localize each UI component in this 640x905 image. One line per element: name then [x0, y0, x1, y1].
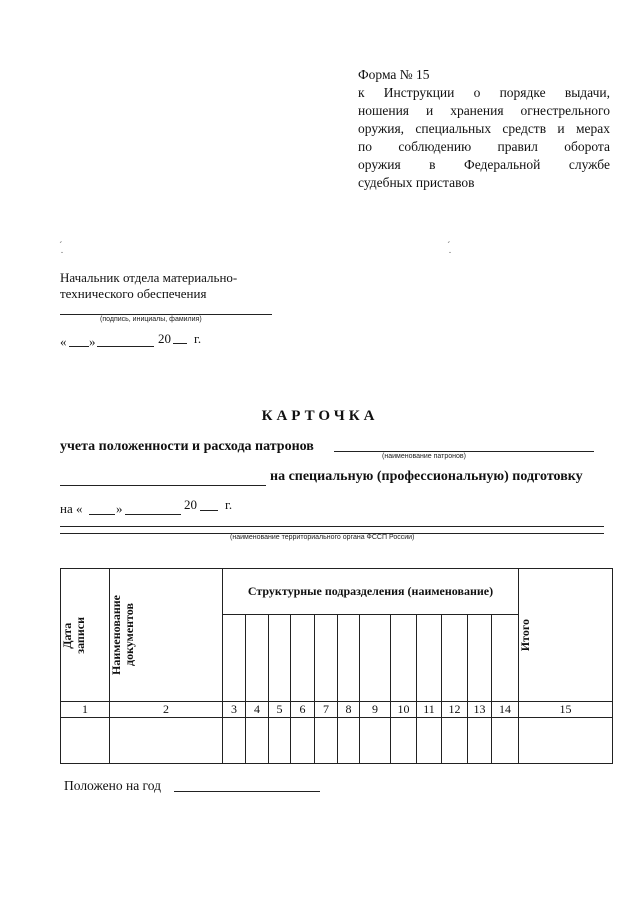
period-day-field[interactable] [89, 514, 115, 515]
data-cell[interactable] [110, 718, 223, 764]
subtitle-line-1: учета положенности и расхода патронов [60, 439, 314, 454]
allowed-per-year-field[interactable] [174, 791, 320, 792]
data-cell[interactable] [269, 718, 291, 764]
approval-date-close: » [89, 334, 96, 349]
unit-cell[interactable] [269, 615, 291, 702]
approval-title-line-2: технического обеспечения [60, 286, 207, 301]
data-cell[interactable] [442, 718, 468, 764]
unit-cell[interactable] [360, 615, 391, 702]
period-year-field[interactable] [200, 510, 218, 511]
period-month-field[interactable] [125, 514, 181, 515]
unit-cell[interactable] [468, 615, 492, 702]
data-cell[interactable] [417, 718, 442, 764]
col-number: 7 [315, 702, 338, 718]
data-cell[interactable] [223, 718, 246, 764]
form-reference-line-5: оружия в Федеральной службе [358, 157, 610, 172]
col-number: 5 [269, 702, 291, 718]
col-number: 4 [246, 702, 269, 718]
form-reference-line-4: по соблюдению правил оборота [358, 139, 610, 154]
data-cell[interactable] [391, 718, 417, 764]
org-name-field-1[interactable] [60, 526, 604, 527]
ammo-name-field[interactable] [334, 451, 594, 452]
col-number: 8 [338, 702, 360, 718]
table-row [61, 718, 613, 764]
col-number: 6 [291, 702, 315, 718]
period-prefix: на « [60, 501, 83, 516]
header-total: Итого [519, 569, 613, 702]
ammo-table [60, 568, 613, 764]
approval-year-field[interactable] [173, 343, 187, 344]
header-documents: Наименование документов [110, 569, 223, 702]
signature-caption: (подпись, инициалы, фамилия) [100, 316, 202, 323]
unit-cell[interactable] [492, 615, 519, 702]
col-number: 1 [61, 702, 110, 718]
unit-cell[interactable] [291, 615, 315, 702]
signature-line[interactable] [60, 314, 272, 315]
data-cell[interactable] [468, 718, 492, 764]
allowed-per-year-label: Положено на год [64, 778, 161, 793]
data-cell[interactable] [61, 718, 110, 764]
form-reference-line-1: к Инструкции о порядке выдачи, [358, 85, 610, 100]
form-reference [358, 66, 610, 192]
subtitle-line-2: на специальную (профессиональную) подготовку [270, 469, 583, 484]
unit-cell[interactable] [246, 615, 269, 702]
data-cell[interactable] [291, 718, 315, 764]
ammo-name-caption: (наименование патронов) [382, 453, 466, 460]
unit-cell[interactable] [442, 615, 468, 702]
col-number: 12 [442, 702, 468, 718]
data-cell[interactable] [519, 718, 613, 764]
approval-title-line-1: Начальник отдела материально- [60, 270, 238, 285]
org-name-caption: (наименование территориального органа ФССП России) [230, 534, 415, 541]
col-number: 9 [360, 702, 391, 718]
ammo-extra-field[interactable] [60, 485, 266, 486]
col-number: 2 [110, 702, 223, 718]
form-reference-line-6: судебных приставов [358, 175, 475, 190]
unit-cell[interactable] [338, 615, 360, 702]
unit-cell[interactable] [417, 615, 442, 702]
data-cell[interactable] [492, 718, 519, 764]
approval-day-field[interactable] [69, 346, 89, 347]
approval-month-field[interactable] [97, 346, 154, 347]
header-structural-units: Структурные подразделения (наименование) [223, 569, 519, 615]
approval-year-suffix: г. [194, 331, 202, 346]
col-number: 13 [468, 702, 492, 718]
col-number: 3 [223, 702, 246, 718]
header-date: Дата записи [61, 569, 110, 702]
form-reference-line-3: оружия, специальных средств и мерах [358, 121, 610, 136]
document-title: КАРТОЧКА [261, 408, 379, 424]
period-close: » [116, 501, 123, 516]
col-number: 10 [391, 702, 417, 718]
col-number: 11 [417, 702, 442, 718]
data-cell[interactable] [360, 718, 391, 764]
unit-cell[interactable] [315, 615, 338, 702]
unit-cell[interactable] [223, 615, 246, 702]
approval-year-prefix: 20 [158, 331, 171, 346]
col-number: 14 [492, 702, 519, 718]
form-reference-line-2: ношения и хранения огнестрельного [358, 103, 610, 118]
column-numbers-row [61, 702, 613, 718]
data-cell[interactable] [315, 718, 338, 764]
unit-cell[interactable] [391, 615, 417, 702]
period-year-suffix: г. [225, 497, 233, 512]
col-number: 15 [519, 702, 613, 718]
data-cell[interactable] [246, 718, 269, 764]
data-cell[interactable] [338, 718, 360, 764]
approval-date-open: « [60, 334, 67, 349]
approval-block [60, 270, 237, 302]
period-year-prefix: 20 [184, 497, 197, 512]
form-number: Форма № 15 [358, 67, 430, 82]
